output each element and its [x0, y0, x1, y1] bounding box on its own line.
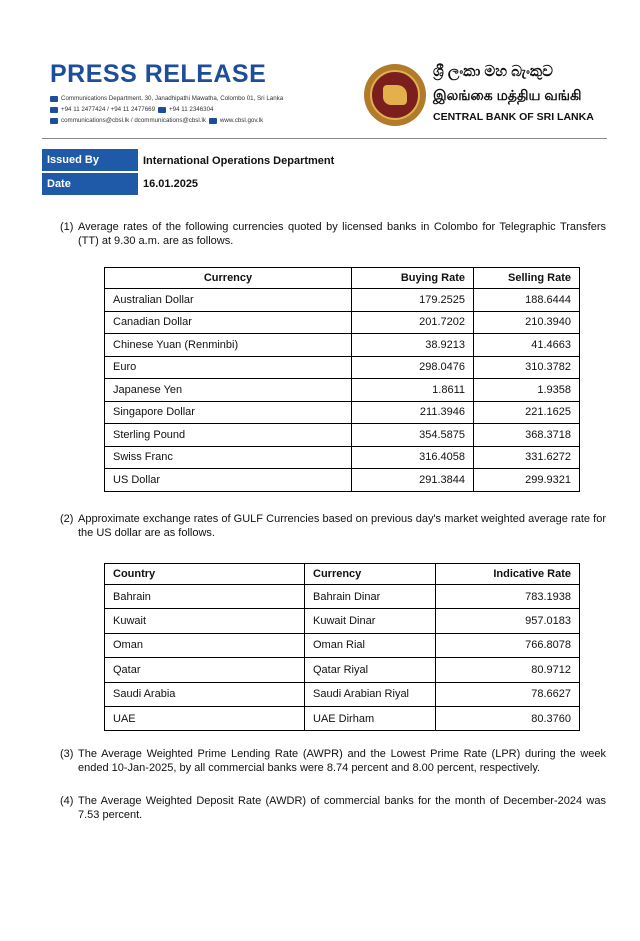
table-row — [105, 469, 580, 492]
currency-cell: Sterling Pound — [105, 424, 352, 447]
column-header: Currency — [105, 268, 352, 289]
column-header: Indicative Rate — [436, 564, 580, 585]
issued-by-value: International Operations Department — [143, 154, 335, 167]
email-text[interactable]: communications@cbsl.lk / dcommunications@cbsl.lk — [61, 117, 206, 124]
indicative-rate-cell: 766.8078 — [436, 633, 580, 657]
country-cell: Oman — [105, 633, 305, 657]
section-1-paragraph — [60, 220, 606, 248]
column-header: Currency — [305, 564, 436, 585]
currency-cell: Chinese Yuan (Renminbi) — [105, 334, 352, 357]
email-icon — [50, 118, 58, 124]
release-meta-table — [42, 149, 339, 195]
tt-rates-table — [104, 267, 580, 492]
selling-rate-cell: 1.9358 — [474, 379, 580, 402]
buying-rate-cell: 179.2525 — [352, 289, 474, 312]
table-row — [105, 609, 580, 633]
bank-name-english: CENTRAL BANK OF SRI LANKA — [433, 111, 594, 123]
press-release-title: PRESS RELEASE — [50, 60, 267, 88]
phone-icon — [50, 107, 58, 113]
section-3-text: The Average Weighted Prime Lending Rate (AWPR) and the Lowest Prime Rate (LPR) during the week ended 10-Jan-2025, by all commercial banks were 8.74 percent and 8.00 percent, respectively. — [78, 748, 606, 774]
table-row — [105, 424, 580, 447]
phone-text: +94 11 2477424 / +94 11 2477669 — [61, 106, 156, 113]
currency-cell: Bahrain Dinar — [305, 585, 436, 609]
indicative-rate-cell: 783.1938 — [436, 585, 580, 609]
buying-rate-cell: 316.4058 — [352, 446, 474, 469]
selling-rate-cell: 221.1625 — [474, 401, 580, 424]
selling-rate-cell: 188.6444 — [474, 289, 580, 312]
country-cell: Kuwait — [105, 609, 305, 633]
selling-rate-cell: 310.3782 — [474, 356, 580, 379]
section-2-number: (2) — [60, 513, 74, 525]
section-3-number: (3) — [60, 748, 74, 760]
table-header-row — [105, 268, 580, 289]
country-cell: Saudi Arabia — [105, 682, 305, 706]
buying-rate-cell: 298.0476 — [352, 356, 474, 379]
date-value: 16.01.2025 — [143, 177, 199, 190]
table-row — [105, 633, 580, 657]
web-icon — [209, 118, 217, 124]
fax-text: +94 11 2346304 — [169, 106, 214, 113]
bank-name-sinhala: ශ්‍රී ලංකා මහ බැංකුව — [433, 63, 553, 80]
indicative-rate-cell: 80.3760 — [436, 706, 580, 730]
table-row — [105, 311, 580, 334]
table-row — [105, 356, 580, 379]
table-header-row — [105, 564, 580, 585]
section-1-text: Average rates of the following currencies quoted by licensed banks in Colombo for Telegraphic Transfers (TT) at 9.30 a.m. are as follows. — [78, 221, 606, 247]
table-row — [105, 585, 580, 609]
location-icon — [50, 96, 58, 102]
press-release-header — [48, 58, 608, 138]
indicative-rate-cell: 957.0183 — [436, 609, 580, 633]
selling-rate-cell: 331.6272 — [474, 446, 580, 469]
fax-icon — [158, 107, 166, 113]
currency-cell: US Dollar — [105, 469, 352, 492]
currency-cell: Saudi Arabian Riyal — [305, 682, 436, 706]
selling-rate-cell: 299.9321 — [474, 469, 580, 492]
currency-cell: UAE Dirham — [305, 706, 436, 730]
column-header: Selling Rate — [474, 268, 580, 289]
selling-rate-cell: 41.4663 — [474, 334, 580, 357]
table-row — [105, 658, 580, 682]
indicative-rate-cell: 78.6627 — [436, 682, 580, 706]
currency-cell: Kuwait Dinar — [305, 609, 436, 633]
currency-cell: Singapore Dollar — [105, 401, 352, 424]
selling-rate-cell: 368.3718 — [474, 424, 580, 447]
section-2-text: Approximate exchange rates of GULF Currencies based on previous day's market weighted average rate for the US dollar are as follows. — [78, 513, 606, 539]
table-row — [105, 446, 580, 469]
section-4-paragraph — [60, 794, 606, 822]
currency-cell: Swiss Franc — [105, 446, 352, 469]
contact-email — [50, 117, 263, 124]
section-3-paragraph — [60, 747, 606, 775]
date-label: Date — [42, 172, 138, 195]
selling-rate-cell: 210.3940 — [474, 311, 580, 334]
lion-emblem-icon — [383, 85, 407, 105]
buying-rate-cell: 38.9213 — [352, 334, 474, 357]
table-row — [105, 379, 580, 402]
country-cell: Bahrain — [105, 585, 305, 609]
currency-cell: Canadian Dollar — [105, 311, 352, 334]
currency-cell: Australian Dollar — [105, 289, 352, 312]
currency-cell: Japanese Yen — [105, 379, 352, 402]
buying-rate-cell: 354.5875 — [352, 424, 474, 447]
table-row — [105, 401, 580, 424]
website-text[interactable]: www.cbsl.gov.lk — [219, 117, 264, 124]
buying-rate-cell: 201.7202 — [352, 311, 474, 334]
section-1-number: (1) — [60, 221, 74, 233]
currency-cell: Oman Rial — [305, 633, 436, 657]
cbsl-seal-logo — [364, 64, 426, 126]
address-text: Communications Department, 30, Janadhipathi Mawatha, Colombo 01, Sri Lanka — [61, 95, 284, 102]
section-4-text: The Average Weighted Deposit Rate (AWDR) of commercial banks for the month of December-2024 was 7.53 percent. — [78, 795, 606, 821]
section-2-paragraph — [60, 512, 606, 540]
bank-name-tamil: இலங்கை மத்திய வங்கி — [433, 87, 582, 103]
gulf-rates-table — [104, 563, 580, 731]
contact-address — [50, 95, 283, 102]
table-row — [105, 289, 580, 312]
country-cell: UAE — [105, 706, 305, 730]
header-divider — [42, 138, 607, 139]
contact-phone — [50, 106, 214, 113]
indicative-rate-cell: 80.9712 — [436, 658, 580, 682]
column-header: Country — [105, 564, 305, 585]
table-row — [105, 706, 580, 730]
buying-rate-cell: 291.3844 — [352, 469, 474, 492]
currency-cell: Euro — [105, 356, 352, 379]
section-4-number: (4) — [60, 795, 74, 807]
column-header: Buying Rate — [352, 268, 474, 289]
table-row — [105, 682, 580, 706]
country-cell: Qatar — [105, 658, 305, 682]
buying-rate-cell: 1.8611 — [352, 379, 474, 402]
issued-by-label: Issued By — [42, 149, 138, 172]
table-row — [105, 334, 580, 357]
buying-rate-cell: 211.3946 — [352, 401, 474, 424]
currency-cell: Qatar Riyal — [305, 658, 436, 682]
